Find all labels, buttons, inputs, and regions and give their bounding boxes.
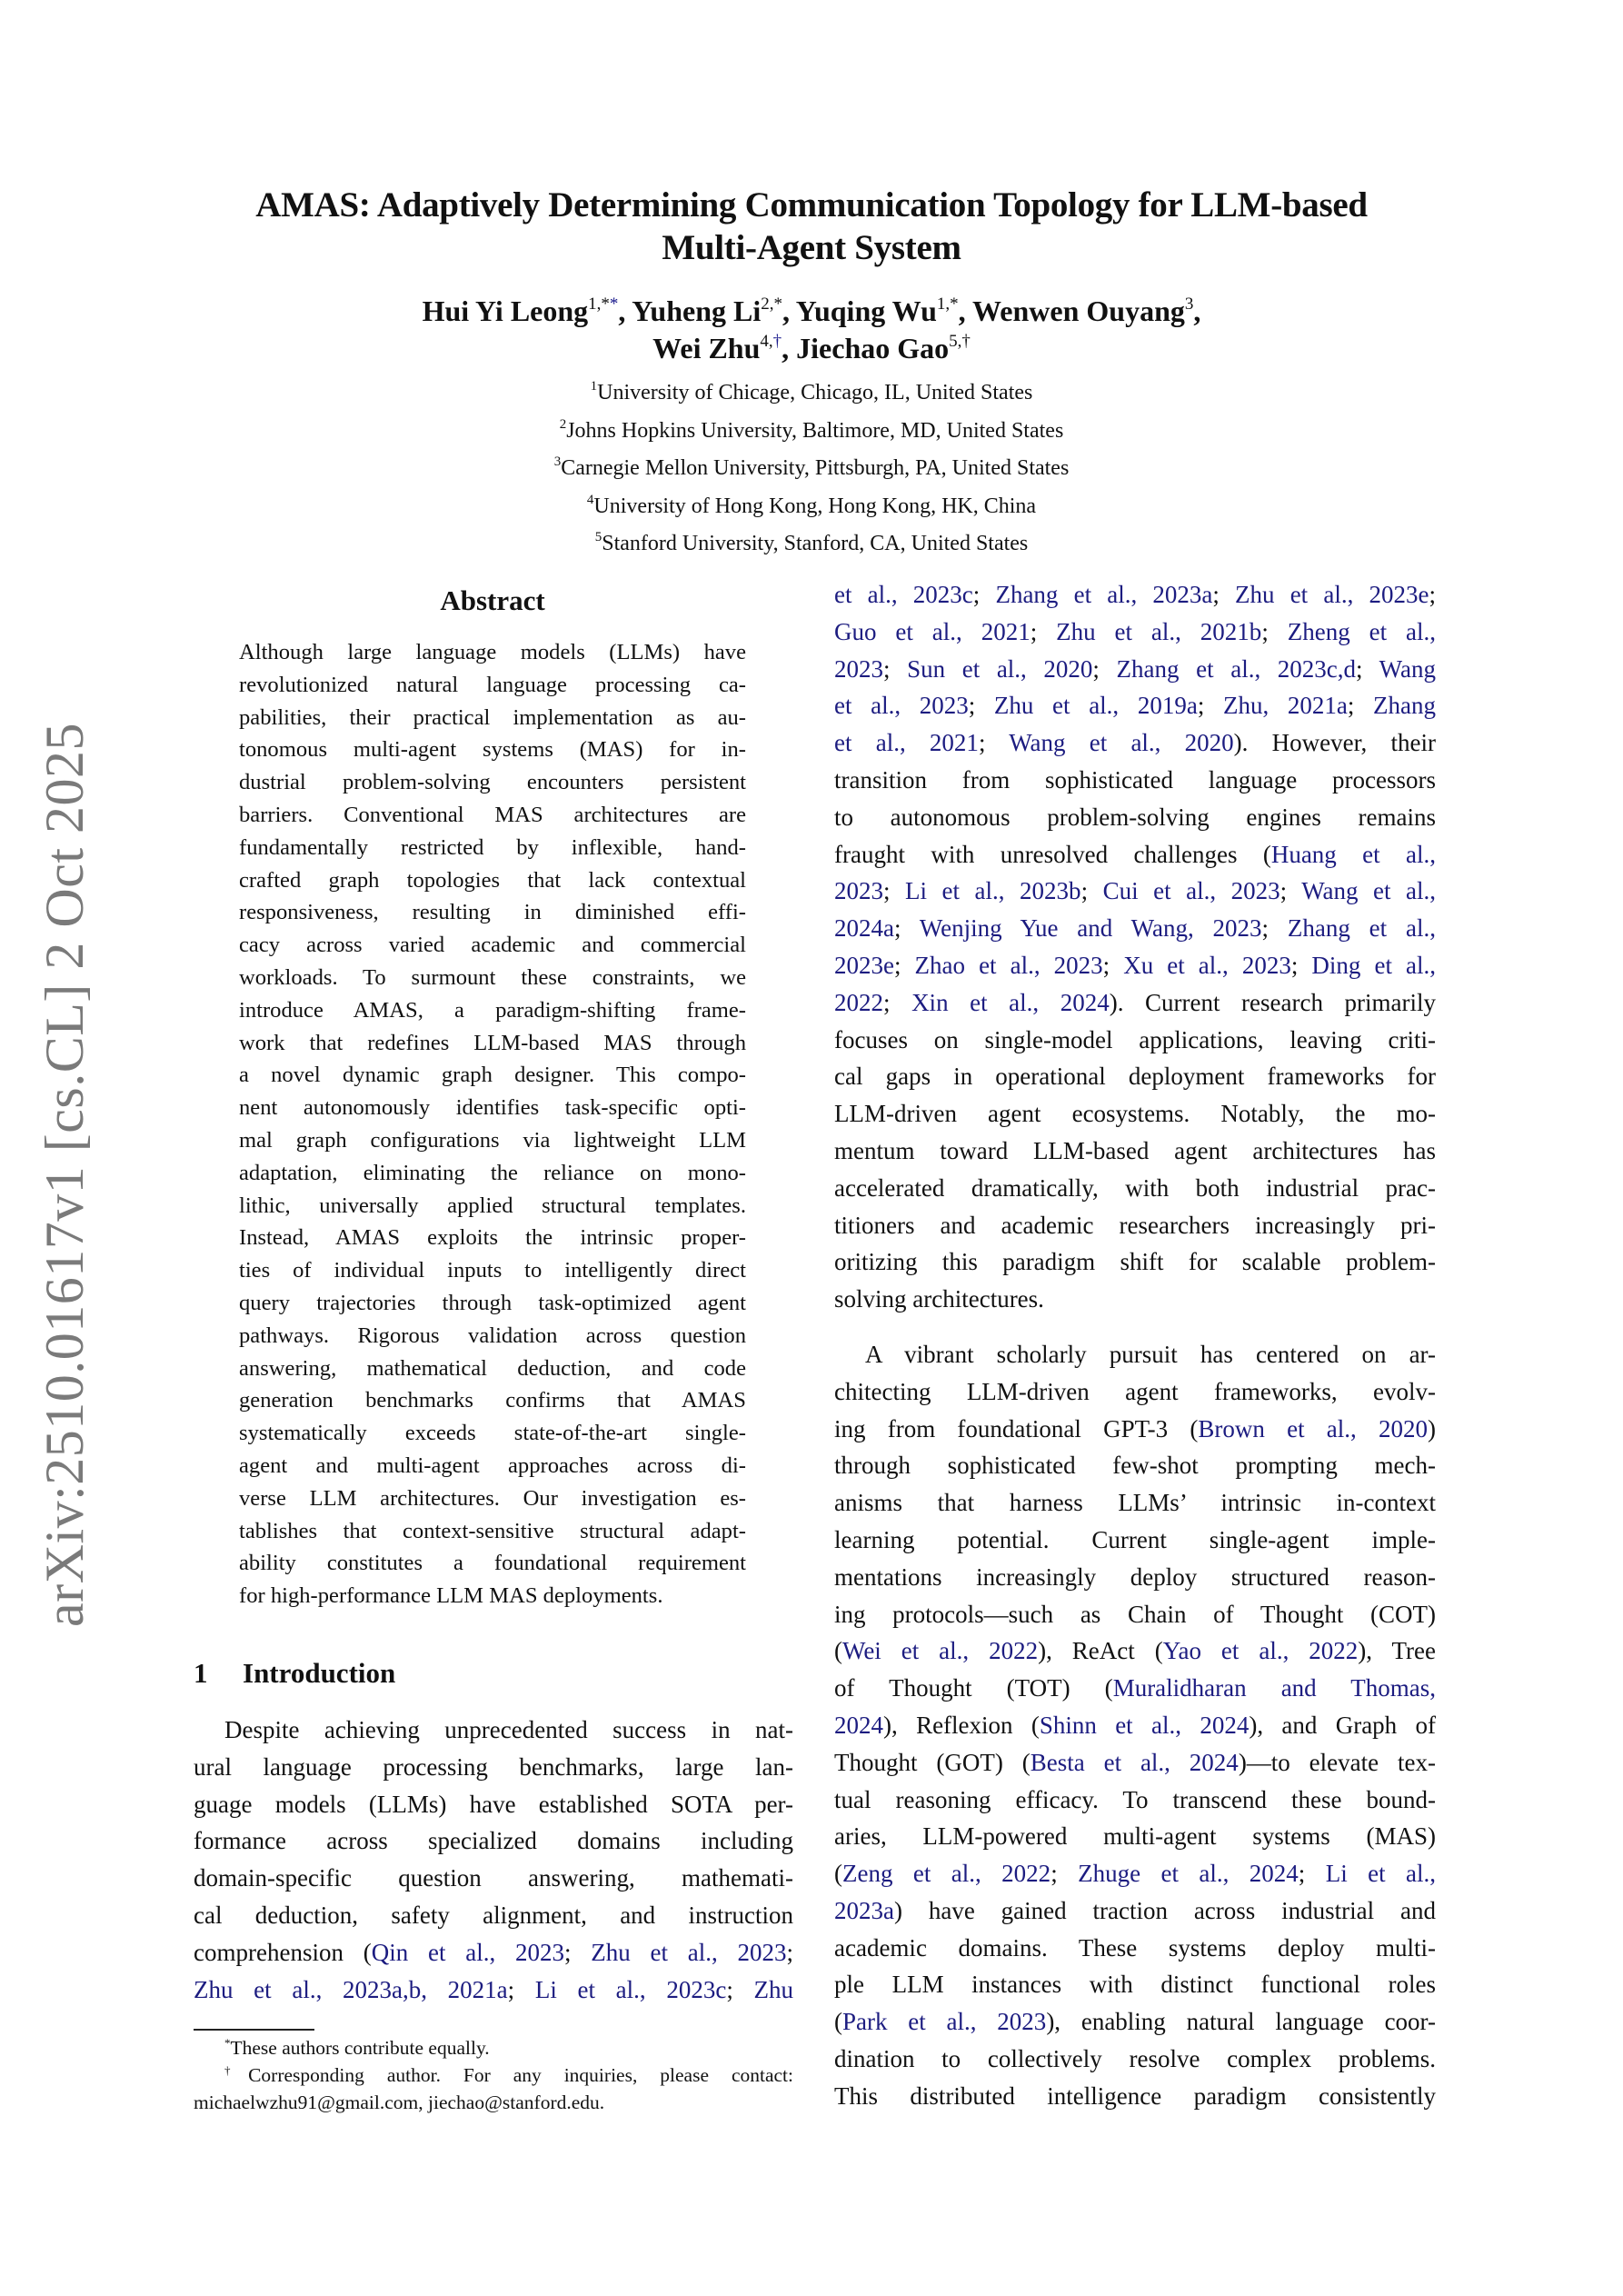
abstract-line: Instead, AMAS exploits the intrinsic proper- [239, 1225, 746, 1251]
citation-link[interactable]: Ding et al., [1311, 951, 1436, 979]
text-run: This distributed intelligence paradigm consistently [834, 2081, 1436, 2110]
citation-link[interactable]: Zhu et al., 2021b [1056, 617, 1262, 645]
text-run: ; [883, 654, 908, 683]
text-run: fraught with unresolved challenges ( [834, 840, 1271, 868]
text-run: guage models (LLMs) have established SOTA per- [194, 1790, 793, 1818]
affiliation-number: 2 [559, 416, 567, 432]
text-run: ; [1261, 617, 1288, 645]
citation-link[interactable]: 2023 [834, 877, 883, 905]
abstract-line: pathways. Rigorous validation across question [239, 1323, 746, 1348]
footnote-equal-contribution [194, 2034, 793, 2061]
citation-link[interactable]: Besta et al., 2024 [1030, 1748, 1239, 1776]
text-run: ) have gained traction across industrial and [893, 1896, 1436, 1924]
text-line [834, 2003, 1436, 2041]
citation-link[interactable]: Zhang et al., 2023c,d [1116, 654, 1357, 683]
text-run: academic domains. These systems deploy multi- [834, 1933, 1436, 1962]
citation-link[interactable]: Wei et al., 2022 [842, 1637, 1039, 1665]
text-line [834, 1596, 1436, 1633]
abstract-line: barriers. Conventional MAS architectures are [239, 802, 746, 827]
text-run: ), Reflexion ( [883, 1711, 1040, 1739]
citation-link[interactable]: Zhu [753, 1975, 793, 2003]
text-line [834, 2078, 1436, 2115]
author-line [0, 330, 1623, 367]
abstract-heading: Abstract [440, 584, 545, 616]
affiliation [0, 488, 1623, 526]
text-run: ; [726, 1975, 754, 2003]
arxiv-identifier-stamp: arXiv:2510.01617v1 [cs.CL] 2 Oct 2025 [35, 722, 95, 1627]
text-run: ; [1429, 581, 1436, 608]
paper-title-line: AMAS: Adaptively Determining Communication Topology for LLM-based [255, 185, 1368, 225]
abstract-line: work that redefines LLM-based MAS through [239, 1030, 746, 1055]
abstract-line: adaptation, eliminating the reliance on mono- [239, 1160, 746, 1185]
text-run: ; [786, 1938, 793, 1966]
text-run: ; [563, 1938, 592, 1966]
citation-link[interactable]: Brown et al., 2020 [1198, 1414, 1428, 1442]
text-run: mentum toward LLM-based agent architectures has [834, 1136, 1436, 1164]
text-line [834, 947, 1436, 984]
abstract-line: a novel dynamic graph designer. This compo- [239, 1063, 746, 1088]
author-affiliation-marker: 2,* [761, 294, 782, 314]
affiliation-text: Stanford University, Stanford, CA, United States [602, 532, 1029, 555]
paper-title [0, 184, 1623, 269]
citation-link[interactable]: 2024a [834, 914, 894, 943]
text-line [834, 1170, 1436, 1207]
citation-link[interactable]: Wang [1379, 654, 1436, 683]
footnote-link[interactable]: † [772, 332, 782, 351]
citation-link[interactable]: Qin et al., 2023 [371, 1938, 564, 1966]
citation-link[interactable]: Muralidharan and Thomas, [1112, 1674, 1437, 1702]
text-run: ; [1356, 654, 1379, 683]
text-line [834, 1782, 1436, 1819]
text-line [834, 984, 1436, 1022]
abstract-line: introduce AMAS, a paradigm-shifting frame- [239, 997, 746, 1023]
affiliation [0, 413, 1623, 451]
text-line [834, 873, 1436, 910]
affiliation-number: 1 [590, 379, 598, 394]
affiliation-text: University of Chicage, Chicago, IL, United States [597, 381, 1033, 404]
citation-link[interactable]: 2023e [834, 951, 894, 979]
author-affiliation-marker: 1,* [588, 294, 610, 314]
abstract-line: answering, mathematical deduction, and code [239, 1355, 746, 1381]
text-line [834, 1744, 1436, 1782]
abstract-line: agent and multi-agent approaches across di- [239, 1452, 746, 1478]
text-line [194, 1860, 793, 1897]
text-run: learning potential. Current single-agent imple- [834, 1525, 1436, 1553]
separator: , [618, 294, 632, 327]
text-line [194, 1712, 793, 1749]
author-name: Wenwen Ouyang [972, 294, 1185, 327]
affiliation-number: 3 [553, 454, 562, 469]
citation-link[interactable]: Huang et al., [1270, 840, 1437, 868]
text-line [834, 576, 1436, 614]
text-run: Despite achieving unprecedented success in nat- [224, 1716, 793, 1743]
text-line [834, 1632, 1436, 1670]
text-run: ). However, their [1233, 729, 1436, 757]
citation-link[interactable]: Guo et al., 2021 [834, 617, 1031, 645]
text-run: through sophisticated few-shot prompting mech- [834, 1452, 1436, 1480]
abstract-line: pabilities, their practical implementation as au- [239, 704, 746, 730]
author-name: Yuheng Li [632, 294, 762, 327]
text-run: of Thought (TOT) ( [834, 1674, 1113, 1702]
text-line [194, 1822, 793, 1860]
abstract-line: tablishes that context-sensitive structural adapt- [239, 1518, 746, 1543]
text-run: ( [834, 2008, 842, 2036]
text-line [834, 1447, 1436, 1484]
citation-link[interactable]: 2023 [834, 654, 883, 683]
abstract-line: nent autonomously identifies task-specific opti- [239, 1095, 746, 1121]
citation-link[interactable]: Shinn et al., 2024 [1039, 1711, 1250, 1739]
affiliation-text: University of Hong Kong, Hong Kong, HK, China [593, 494, 1037, 518]
paragraph-gap [834, 1318, 1436, 1336]
text-run: ), and Graph of [1249, 1711, 1436, 1739]
text-line [834, 1411, 1436, 1448]
affiliation-list [0, 374, 1623, 564]
text-run: ( [834, 1637, 842, 1665]
text-run: ) [1428, 1414, 1436, 1442]
text-run: focuses on single-model applications, leaving criti- [834, 1025, 1436, 1053]
citation-link[interactable]: Xin et al., 2024 [911, 988, 1110, 1016]
citation-link[interactable]: Park et al., 2023 [842, 2008, 1047, 2036]
abstract-line: systematically exceeds state-of-the-art single- [239, 1421, 746, 1446]
citation-link[interactable]: Zhang et al., 2023a [995, 581, 1213, 608]
text-line [194, 1786, 793, 1823]
citation-link[interactable]: Zhao et al., 2023 [914, 951, 1103, 979]
text-line [834, 724, 1436, 762]
footnote-emails[interactable]: michaelwzhu91@gmail.com, jiechao@stanford.edu. [194, 2091, 605, 2113]
separator: , [782, 294, 796, 327]
text-run: Thought (GOT) ( [834, 1748, 1031, 1776]
text-line [194, 1972, 793, 2009]
citation-link[interactable]: Zhu et al., 2023a,b, 2021a [194, 1975, 508, 2003]
text-run: ; [883, 988, 912, 1016]
text-run: ; [1279, 877, 1302, 905]
author-name: Hui Yi Leong [422, 294, 589, 327]
citation-link[interactable]: 2023a [834, 1896, 894, 1924]
citation-link[interactable]: Wang et al., 2020 [1009, 729, 1234, 757]
text-run: chitecting LLM-driven agent frameworks, evolv- [834, 1377, 1436, 1405]
text-run: ; [1030, 617, 1057, 645]
text-run: transition from sophisticated language processors [834, 765, 1436, 794]
footnote-text: These authors contribute equally. [230, 2037, 490, 2059]
text-run: ), enabling natural language coor- [1046, 2008, 1436, 2036]
text-run: ; [1290, 951, 1312, 979]
text-line [834, 1207, 1436, 1244]
text-line [834, 1818, 1436, 1855]
citation-link[interactable]: Zhu, 2021a [1222, 692, 1348, 720]
text-run: ; [1347, 692, 1373, 720]
text-line [834, 1243, 1436, 1281]
separator: , [958, 294, 973, 327]
separator: , [1193, 294, 1201, 327]
text-run: ( [834, 1860, 842, 1888]
text-line [194, 1749, 793, 1786]
citation-link[interactable]: Li et al., [1325, 1860, 1437, 1888]
author-name: Yuqing Wu [795, 294, 937, 327]
text-run: ; [1197, 692, 1223, 720]
citation-link[interactable]: 2022 [834, 988, 883, 1016]
footnote-link[interactable]: * [609, 294, 619, 314]
text-line [834, 1281, 1436, 1318]
author-affiliation-marker: 5,† [949, 332, 971, 351]
text-line [194, 1897, 793, 1934]
text-run: ; [1212, 581, 1236, 608]
text-run: ; [972, 581, 996, 608]
text-line [834, 1336, 1436, 1373]
text-run: comprehension ( [194, 1938, 372, 1966]
text-line [834, 687, 1436, 724]
citation-link[interactable]: Li et al., 2023b [905, 877, 1081, 905]
citation-link[interactable]: Cui et al., 2023 [1102, 877, 1280, 905]
citation-link[interactable]: Wenjing Yue and Wang, 2023 [919, 914, 1262, 943]
text-run: ; [968, 692, 994, 720]
abstract-line: lithic, universally applied structural templates. [239, 1193, 746, 1218]
text-line [834, 1373, 1436, 1411]
paper-title-line: Multi-Agent System [662, 228, 961, 267]
abstract-line: fundamentally restricted by inflexible, hand- [239, 834, 746, 860]
abstract-body [239, 636, 746, 1612]
text-run: A vibrant scholarly pursuit has centered on ar- [865, 1340, 1436, 1368]
footnote-marker: * [224, 2036, 231, 2050]
text-line [834, 1022, 1436, 1059]
affiliation [0, 450, 1623, 488]
footnote-corresponding-author [194, 2061, 793, 2089]
section-heading-introduction [194, 1657, 395, 1690]
citation-link[interactable]: Sun et al., 2020 [907, 654, 1093, 683]
separator: , [782, 332, 797, 364]
paragraph [834, 1336, 1436, 2115]
text-run: ; [893, 914, 920, 943]
text-line [834, 1522, 1436, 1559]
introduction-left-column [194, 1712, 793, 2008]
citation-link[interactable]: Zhu et al., 2023 [591, 1938, 787, 1966]
text-line [834, 1707, 1436, 1744]
author-list [0, 293, 1623, 367]
text-line [834, 1559, 1436, 1596]
abstract-line: query trajectories through task-optimized agent [239, 1290, 746, 1315]
introduction-right-column [834, 576, 1436, 2115]
text-line [834, 1133, 1436, 1170]
text-run: ing protocols—such as Chain of Thought (COT) [834, 1600, 1436, 1628]
abstract-line: ability constitutes a foundational requirement [239, 1551, 746, 1576]
text-run: ing from foundational GPT-3 ( [834, 1414, 1199, 1442]
abstract-line: mal graph configurations via lightweight LLM [239, 1127, 746, 1153]
text-run: )—to elevate tex- [1238, 1748, 1436, 1776]
text-run: ; [1102, 951, 1124, 979]
text-run: titioners and academic researchers increasingly pri- [834, 1211, 1436, 1239]
text-run: mentations increasingly deploy structured reason- [834, 1562, 1436, 1591]
text-line [834, 651, 1436, 688]
citation-link[interactable]: et al., 2021 [834, 729, 979, 757]
text-line [834, 1966, 1436, 2003]
footnote-rule [194, 2029, 314, 2031]
text-run: ; [1092, 654, 1117, 683]
citation-link[interactable]: Zhu et al., 2023e [1235, 581, 1429, 608]
text-run: ; [883, 877, 906, 905]
text-run: ; [1298, 1860, 1326, 1888]
text-run: ; [1261, 914, 1288, 943]
text-run: ; [507, 1975, 535, 2003]
author-line [0, 293, 1623, 330]
text-line [834, 910, 1436, 947]
text-line [834, 1095, 1436, 1133]
section-number: 1 [194, 1657, 208, 1689]
text-run: ; [893, 951, 915, 979]
citation-link[interactable]: et al., 2023c [834, 581, 973, 608]
text-run: ; [1080, 877, 1103, 905]
text-run: to autonomous problem-solving engines remains [834, 803, 1436, 831]
abstract-line: Although large language models (LLMs) have [239, 640, 746, 664]
citation-link[interactable]: Zhang [1373, 692, 1436, 720]
affiliation-number: 4 [586, 492, 594, 507]
text-line [834, 1855, 1436, 1892]
abstract-line: workloads. To surmount these constraints, we [239, 964, 746, 990]
footnote-marker: † [224, 2063, 249, 2077]
text-line [194, 1934, 793, 1972]
author-name: Jiechao Gao [796, 332, 950, 364]
affiliation [0, 374, 1623, 413]
author-name: Wei Zhu [652, 332, 761, 364]
text-run: aries, LLM-powered multi-agent systems (MAS) [834, 1822, 1436, 1851]
citation-link[interactable]: Wang et al., [1301, 877, 1437, 905]
text-run: ), ReAct ( [1038, 1637, 1163, 1665]
text-line [834, 614, 1436, 651]
affiliation-text: Carnegie Mellon University, Pittsburgh, PA, United States [561, 456, 1070, 480]
affiliation-text: Johns Hopkins University, Baltimore, MD, United States [566, 418, 1064, 443]
text-run: formance across specialized domains including [194, 1827, 793, 1855]
text-line [834, 762, 1436, 799]
author-affiliation-marker: 1,* [936, 294, 959, 314]
text-run: solving architectures. [834, 1285, 1044, 1313]
citation-link[interactable]: Xu et al., 2023 [1123, 951, 1291, 979]
citation-link[interactable]: Yao et al., 2022 [1162, 1637, 1359, 1665]
text-line [834, 1484, 1436, 1522]
text-run: ), Tree [1358, 1637, 1436, 1665]
citation-link[interactable]: Li et al., 2023c [534, 1975, 727, 2003]
abstract-line: responsiveness, resulting in diminished effi- [239, 900, 746, 925]
text-line [834, 2041, 1436, 2078]
citation-link[interactable]: Zhuge et al., 2024 [1078, 1860, 1299, 1888]
citation-link[interactable]: Zheng et al., [1287, 617, 1436, 645]
citation-link[interactable]: Zhu et al., 2019a [993, 692, 1198, 720]
abstract-line: for high-performance LLM MAS deployments. [239, 1583, 663, 1609]
text-run: LLM-driven agent ecosystems. Notably, the mo- [834, 1100, 1436, 1128]
text-line [834, 1670, 1436, 1707]
affiliation [0, 525, 1623, 564]
text-run: anisms that harness LLMs’ intrinsic in-context [834, 1489, 1436, 1517]
author-affiliation-marker: 4, [760, 332, 773, 351]
text-run: oritizing this paradigm shift for scalable problem- [834, 1248, 1436, 1276]
abstract-line: ties of individual inputs to intelligently direct [239, 1258, 746, 1283]
abstract-line: dustrial problem-solving encounters persistent [239, 770, 746, 795]
citation-link[interactable]: Zhang et al., [1287, 914, 1436, 943]
text-run: dination to collectively resolve complex problems. [834, 2045, 1436, 2073]
abstract-line: crafted graph topologies that lack contextual [239, 867, 746, 893]
text-run: ple LLM instances with distinct functional roles [834, 1971, 1436, 1999]
text-run: cal deduction, safety alignment, and instruction [194, 1901, 793, 1929]
abstract-line: tonomous multi-agent systems (MAS) for in- [239, 737, 746, 763]
citation-link[interactable]: Zeng et al., 2022 [842, 1860, 1051, 1888]
abstract-line: verse LLM architectures. Our investigation es- [239, 1485, 746, 1511]
text-run: accelerated dramatically, with both industrial prac- [834, 1173, 1436, 1202]
text-run: ). Current research primarily [1109, 988, 1436, 1016]
text-line [834, 799, 1436, 836]
author-affiliation-marker: 3 [1184, 294, 1194, 314]
footnote-text: Corresponding author. For any inquiries, please contact: [248, 2064, 793, 2086]
footnotes [194, 2034, 793, 2116]
citation-link[interactable]: et al., 2023 [834, 692, 969, 720]
text-line [834, 1892, 1436, 1930]
abstract-line: generation benchmarks confirms that AMAS [239, 1388, 746, 1413]
text-run: tual reasoning efficacy. To transcend these bound- [834, 1785, 1436, 1813]
text-line [834, 836, 1436, 873]
text-run: ural language processing benchmarks, large lan- [194, 1752, 793, 1781]
citation-link[interactable]: 2024 [834, 1711, 883, 1739]
text-line [834, 1930, 1436, 1967]
text-run: domain-specific question answering, mathemati- [194, 1864, 793, 1892]
text-run: ; [978, 729, 1010, 757]
section-title: Introduction [243, 1657, 396, 1689]
paragraph [834, 576, 1436, 1318]
text-run: cal gaps in operational deployment frameworks for [834, 1063, 1436, 1091]
abstract-line: revolutionized natural language processing ca- [239, 672, 746, 697]
abstract-line: cacy across varied academic and commercial [239, 933, 746, 958]
text-line [834, 1058, 1436, 1095]
affiliation-number: 5 [594, 530, 602, 544]
text-run: ; [1050, 1860, 1079, 1888]
